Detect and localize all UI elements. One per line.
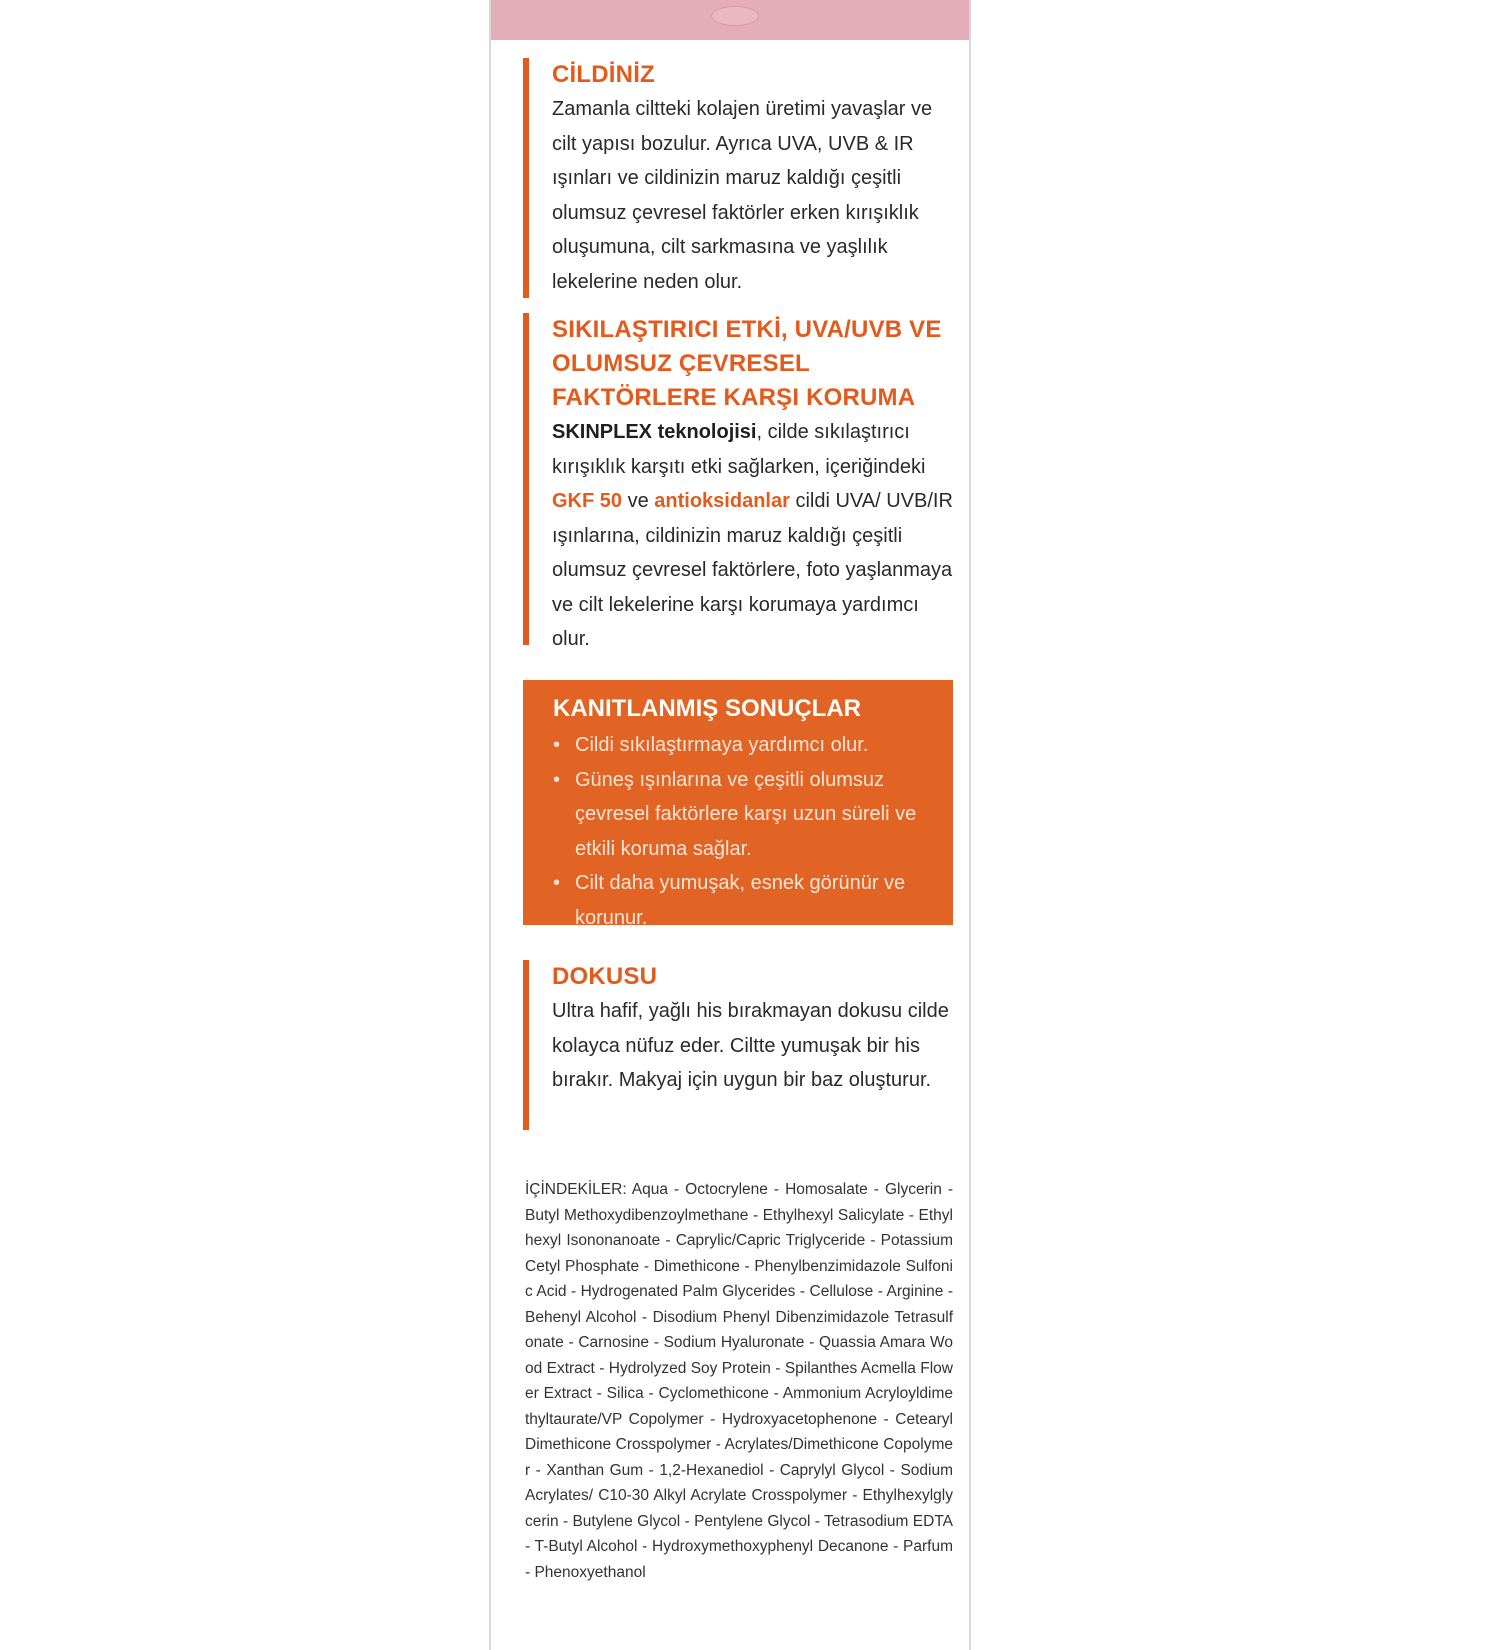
results-list-item xyxy=(553,866,937,935)
bullet-icon: • xyxy=(553,872,561,894)
ingredients-list: İÇİNDEKİLER: Aqua - Octocrylene - Homosalate - Glycerin - Butyl Methoxydibenzoylmethane - Ethylhexyl Salicylate - Ethylhexyl Isononanoate - Caprylic/Capric Triglyceride - Potassium Cetyl Phosphate - Dimethicone - Phenylbenzimidazole Sulfonic Acid - Hydrogenated Palm Glycerides - Cellulose - Arginine - Behenyl Alcohol - Disodium Phenyl Dibenzimidazole Tetrasulfonate - Carnosine - Sodium Hyaluronate - Quassia Amara Wood Extract - Hydrolyzed Soy Protein - Spilanthes Acmella Flower Extract - Silica - Cyclomethicone - Ammonium Acryloyldimethyltaurate/VP Copolymer - Hydroxyacetophenone - Cetearyl Dimethicone Crosspolymer - Acrylates/Dimethicone Copolymer - Xanthan Gum - 1,2-Hexanediol - Caprylyl Glycol - Sodium Acrylates/ C10-30 Alkyl Acrylate Crosspolymer - Ethylhexylglycerin - Butylene Glycol - Pentylene Glycol - Tetrasodium EDTA - T-Butyl Alcohol - Hydroxymethoxyphenyl Decanone - Parfum - Phenoxyethanol xyxy=(525,1181,953,1581)
sikilastirici-text-part-3: cildi UVA/ UVB/IR ışınlarına, cildinizin maruz kaldığı çeşitli olumsuz çevresel faktörlere, foto yaşlanmaya ve cilt lekelerine karşı korumaya yardımcı olur. xyxy=(552,490,953,650)
sikilastirici-text-part-2: ve xyxy=(622,490,655,512)
results-item-text: Cildi sıkılaştırmaya yardımcı olur. xyxy=(575,734,869,756)
section-dokusu xyxy=(523,960,953,1130)
cildiniz-heading: CİLDİNİZ xyxy=(552,61,655,88)
section-sikilastirici xyxy=(523,313,953,650)
results-heading: KANITLANMIŞ SONUÇLAR xyxy=(553,695,861,722)
results-list-item xyxy=(553,728,937,763)
dokusu-heading: DOKUSU xyxy=(552,963,658,990)
bullet-icon: • xyxy=(553,734,561,756)
bullet-icon: • xyxy=(553,768,561,791)
sikilastirici-text xyxy=(552,415,953,657)
package-panel xyxy=(489,0,971,1650)
cildiniz-text: Zamanla ciltteki kolajen üretimi yavaşlar ve cilt yapısı bozulur. Ayrıca UVA, UVB & IR ışınları ve cildinizin maruz kaldığı çeşitli olumsuz çevresel faktörler erken kırışıklık oluşumuna, cilt sarkmasına ve yaşlılık lekelerine neden olur. xyxy=(552,98,933,293)
results-item-text: Güneş ışınlarına ve çeşitli olumsuz çevresel faktörlere karşı uzun süreli ve etkili koruma sağlar. xyxy=(575,768,917,860)
results-list-item xyxy=(553,763,937,867)
results-item-text: Cilt daha yumuşak, esnek görünür ve korunur. xyxy=(575,872,906,929)
sikilastirici-heading: SIKILAŞTIRICI ETKİ, UVA/UVB VE OLUMSUZ ÇEVRESEL FAKTÖRLERE KARŞI KORUMA xyxy=(552,316,942,411)
sikilastirici-text-part-1: , cilde sıkılaştırıcı kırışıklık karşıtı etki sağlarken, içeriğindeki xyxy=(552,421,926,478)
skinplex-tech-name: SKINPLEX teknolojisi xyxy=(552,421,757,443)
antioxidants-label: antioksidanlar xyxy=(654,490,790,512)
spf-label: GKF 50 xyxy=(552,490,623,512)
dokusu-text: Ultra hafif, yağlı his bırakmayan dokusu cilde kolayca nüfuz eder. Ciltte yumuşak bir his bırakır. Makyaj için uygun bir baz oluşturur. xyxy=(552,1000,949,1091)
cap-circle-mark xyxy=(711,6,759,26)
proven-results-box xyxy=(523,680,953,929)
section-cildiniz xyxy=(523,58,953,298)
results-list xyxy=(553,728,937,935)
top-pink-strip xyxy=(491,0,969,40)
